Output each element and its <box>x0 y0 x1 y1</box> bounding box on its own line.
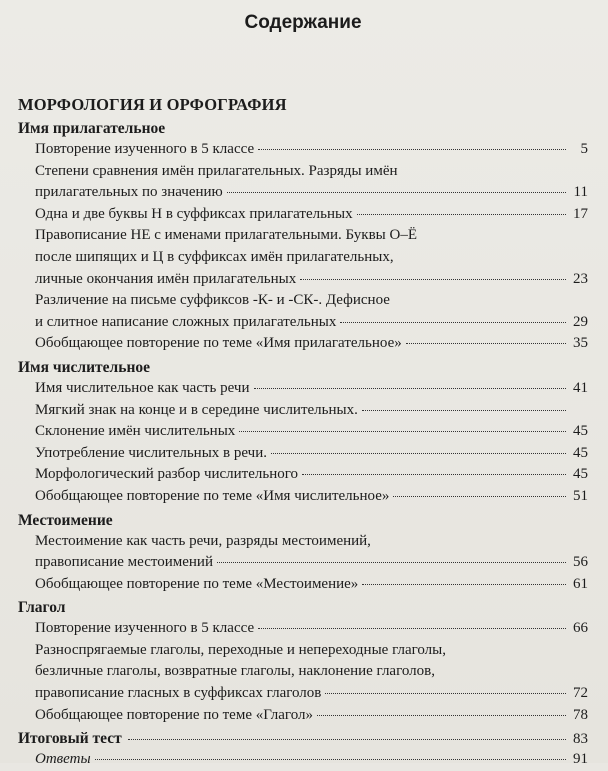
part-title: МОРФОЛОГИЯ И ОРФОГРАФИЯ <box>18 95 287 114</box>
answers-title: Ответы <box>35 751 91 768</box>
toc-entry[interactable] <box>18 486 588 508</box>
toc-entry-line <box>35 312 588 334</box>
page-number: 91 <box>573 751 588 768</box>
toc-answers[interactable] <box>18 749 588 771</box>
section-title: Глагол <box>18 599 66 617</box>
toc-entry-line <box>35 333 588 355</box>
toc-entry-line <box>35 574 588 596</box>
toc-entry[interactable] <box>18 225 588 290</box>
toc-entry-text: Обобщающее повторение по теме «Имя числительное» <box>35 487 390 504</box>
toc-entry-text: правописание местоимений <box>35 554 213 571</box>
toc-entry-text: Повторение изученного в 5 классе <box>35 620 255 637</box>
dot-leader <box>258 149 566 150</box>
toc-entry[interactable] <box>18 443 588 465</box>
toc-entry-line <box>35 464 588 486</box>
toc-entry[interactable] <box>18 333 588 355</box>
page-number: 17 <box>573 205 588 222</box>
toc-entry[interactable] <box>18 204 588 226</box>
toc-entry-text: после шипящих и Ц в суффиксах имён прилагательных, <box>35 248 394 265</box>
toc-entry-text: Различение на письме суффиксов -К- и -СК-. Дефисное <box>35 292 390 309</box>
dot-leader <box>362 410 566 411</box>
page-number: 66 <box>573 620 588 637</box>
page-number: 5 <box>580 141 588 157</box>
page-number: 51 <box>573 487 588 504</box>
toc-entry-text: Повторение изученного в 5 классе <box>35 141 255 157</box>
dot-leader <box>227 192 566 193</box>
dot-leader <box>239 431 566 432</box>
toc-entry[interactable] <box>18 640 588 705</box>
toc-entry[interactable] <box>18 378 588 400</box>
dot-leader <box>393 496 566 497</box>
toc-entry-text: Степени сравнения имён прилагательных. Разряды имён <box>35 162 398 179</box>
page-number: 83 <box>573 731 588 748</box>
toc-entry-text: Обобщающее повторение по теме «Местоимение» <box>35 575 359 592</box>
toc-entry-text: Употребление числительных в речи. <box>35 444 267 461</box>
page-number: 56 <box>573 554 588 571</box>
dot-leader <box>357 214 566 215</box>
toc-entry-text: Морфологический разбор числительного <box>35 466 299 483</box>
page-number: 78 <box>573 706 588 723</box>
toc-entry[interactable] <box>18 139 588 161</box>
toc-entry-text: личные окончания имён прилагательных <box>35 270 297 287</box>
toc-entry-text: Мягкий знак на конце и в середине числительных. <box>35 401 358 418</box>
toc-entry[interactable] <box>18 618 588 640</box>
toc-entry-text: правописание гласных в суффиксах глаголов <box>35 685 322 702</box>
page-number: 41 <box>573 379 588 396</box>
page-number: 29 <box>573 313 588 330</box>
dot-leader <box>362 584 566 585</box>
dot-leader <box>271 453 566 454</box>
toc-entry[interactable] <box>18 464 588 486</box>
toc-entry-line <box>35 400 588 422</box>
dot-leader <box>128 739 566 740</box>
toc-final-test[interactable] <box>18 728 588 749</box>
dot-leader <box>95 759 566 760</box>
toc-entry-line <box>35 683 588 705</box>
dot-leader <box>258 628 566 629</box>
page-number: 23 <box>573 270 588 287</box>
page-title: Содержание <box>244 12 362 33</box>
toc-entry-text: Склонение имён числительных <box>35 423 236 440</box>
toc-entry-text: Обобщающее повторение по теме «Глагол» <box>35 706 313 723</box>
toc-entry[interactable] <box>18 421 588 443</box>
toc-entry-line <box>35 618 588 640</box>
toc-entry-line <box>35 705 588 727</box>
toc-entry[interactable] <box>18 705 588 727</box>
toc-entry-text: прилагательных по значению <box>35 184 223 201</box>
dot-leader <box>300 279 566 280</box>
toc-entry-line <box>35 204 588 226</box>
toc-entry-text: безличные глаголы, возвратные глаголы, наклонение глаголов, <box>35 663 435 680</box>
dot-leader <box>217 562 566 563</box>
page-number: 35 <box>573 335 588 352</box>
toc-entry-text: Разноспрягаемые глаголы, переходные и непереходные глаголы, <box>35 641 446 658</box>
dot-leader <box>325 693 566 694</box>
page-number: 72 <box>573 685 588 702</box>
dot-leader <box>406 343 566 344</box>
toc-entry[interactable] <box>18 400 588 422</box>
toc-entry-line <box>35 443 588 465</box>
toc-entry-text: Одна и две буквы Н в суффиксах прилагательных <box>35 205 353 222</box>
toc-entry-line <box>35 139 588 161</box>
toc-entry-text: Местоимение как часть речи, разряды местоимений, <box>35 532 371 549</box>
page-number: 45 <box>573 466 588 483</box>
toc-sections <box>18 118 588 726</box>
toc-entry-text: Имя числительное как часть речи <box>35 379 250 396</box>
section-title: Имя прилагательное <box>18 120 166 137</box>
page-number: 61 <box>573 575 588 592</box>
dot-leader <box>340 322 566 323</box>
page-number: 45 <box>573 423 588 440</box>
dot-leader <box>317 715 566 716</box>
toc-entry-line <box>35 421 588 443</box>
toc-entry-line <box>35 269 588 291</box>
section-title: Имя числительное <box>18 358 150 376</box>
toc-entry-line <box>35 552 588 574</box>
toc-entry-line <box>35 182 588 204</box>
dot-leader <box>302 474 566 475</box>
toc-entry-text: и слитное написание сложных прилагательных <box>35 313 337 330</box>
toc-entry[interactable] <box>18 531 588 574</box>
toc-entry[interactable] <box>18 574 588 596</box>
final-test-title: Итоговый тест <box>18 730 122 748</box>
page-number: 11 <box>573 184 588 201</box>
section-title: Местоимение <box>18 511 113 529</box>
dot-leader <box>254 388 567 389</box>
toc-entry-text: Обобщающее повторение по теме «Имя прилагательное» <box>35 335 402 352</box>
toc-entry[interactable] <box>18 161 588 204</box>
toc-entry-line <box>35 486 588 508</box>
toc-entry[interactable] <box>18 290 588 333</box>
toc-entry-text: Правописание НЕ с именами прилагательными. Буквы О–Ё <box>35 227 417 244</box>
toc-entry-line <box>35 378 588 400</box>
page-number: 45 <box>573 444 588 461</box>
